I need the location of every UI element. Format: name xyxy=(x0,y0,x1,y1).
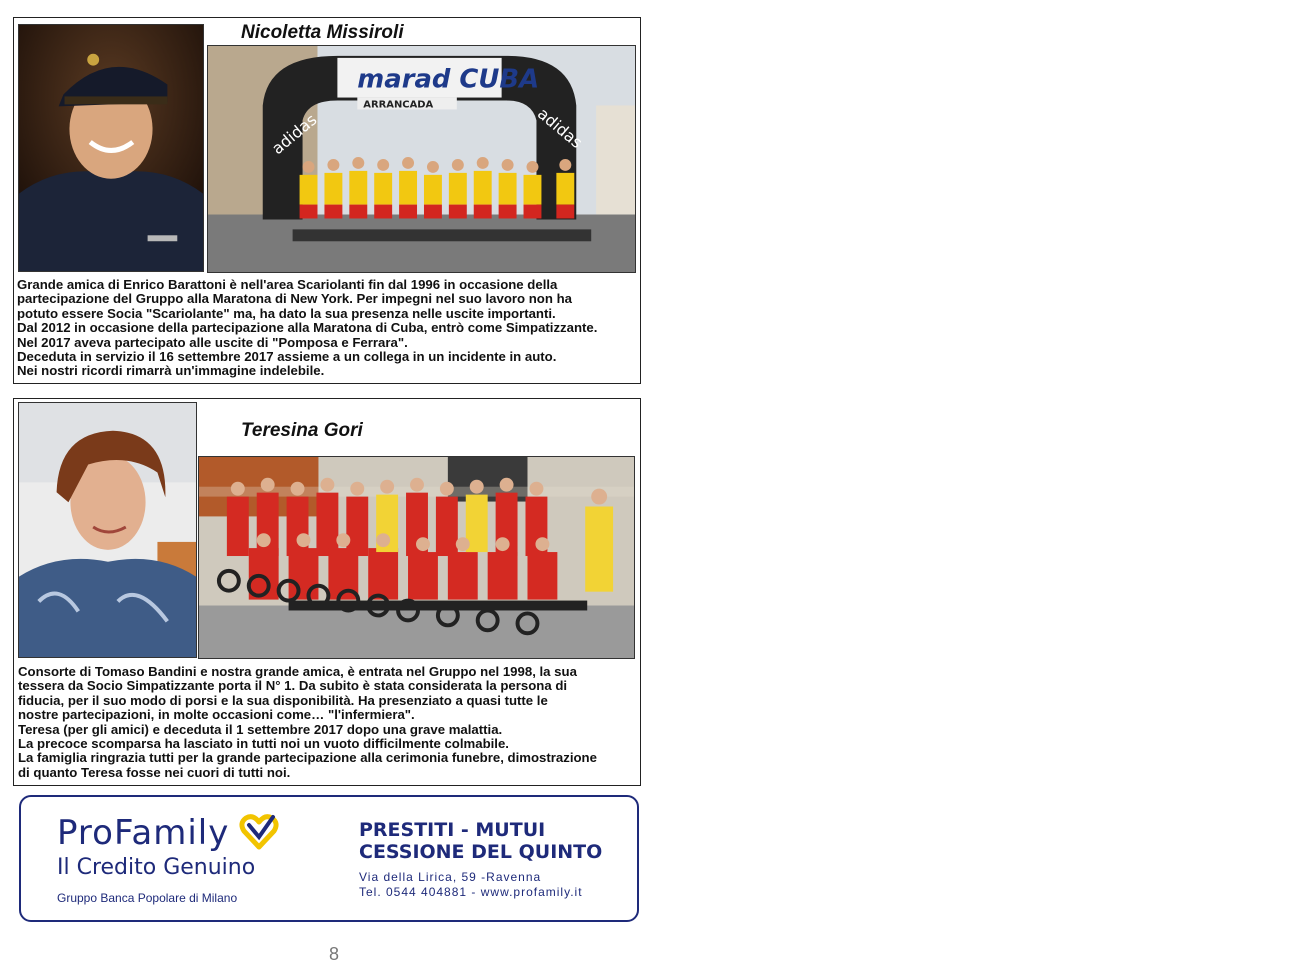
svg-text:adidas: adidas xyxy=(268,110,321,159)
svg-text:ARRANCADA: ARRANCADA xyxy=(363,99,434,111)
group-photo-2 xyxy=(198,456,635,659)
group-red-jackets-icon xyxy=(199,457,634,658)
portrait-woman-icon xyxy=(19,403,196,657)
ad-brand: ProFamily xyxy=(57,813,230,853)
memorial-entry-1 xyxy=(13,17,641,384)
page-number: 8 xyxy=(329,944,340,964)
marathon-arch-icon xyxy=(208,46,635,272)
profamily-advertisement xyxy=(19,795,639,922)
entry-bio-2: Consorte di Tomaso Bandini e nostra grande amica, è entrata nel Gruppo nel 1998, la sua tessera da Socio Simpatizzante porta il N° 1. Da subito è stata considerata la persona di fiducia, per il suo modo di porsi e la sua disponibilità. Ha presenziato a quasi tutte le nostre partecipazioni, in molte occasioni come… "l'infermiera". Teresa (per gli amici) e deceduta il 1 settembre 2017 dopo una grave malattia. La precoce scomparsa ha lasciato in tutti noi un vuoto difficilmente colmabile. La famiglia ringrazia tutti per la grande partecipazione alla cerimonia funebre, dimostrazione di quanto Teresa fosse nei cuori di tutti noi. xyxy=(18,664,597,780)
group-photo-1 xyxy=(207,45,636,273)
ad-contact-block xyxy=(359,870,583,900)
svg-text:adidas: adidas xyxy=(533,103,587,152)
ad-title-line-1: PRESTITI - MUTUI xyxy=(359,819,546,841)
svg-text:marad CUBA: marad CUBA xyxy=(357,64,540,95)
ad-title-line-2: CESSIONE DEL QUINTO xyxy=(359,841,603,863)
ad-tagline: Il Credito Genuino xyxy=(57,855,256,880)
ad-contact: Tel. 0544 404881 - www.profamily.it xyxy=(359,885,583,899)
entry-name-1: Nicoletta Missiroli xyxy=(241,22,404,43)
memorial-entry-2 xyxy=(13,398,641,786)
entry-bio-1: Grande amica di Enrico Barattoni è nell'area Scariolanti fin dal 1996 in occasione della partecipazione del Gruppo alla Maratona di New York. Per impegni nel suo lavoro non ha potuto essere Socia "Scariolante" ma, ha dato la sua presenza nelle uscite importanti. Dal 2012 in occasione della partecipazione alla Maratona di Cuba, entrò come Simpatizzante. Nel 2017 aveva partecipato alle uscite di "Pomposa e Ferrara". Deceduta in servizio il 16 settembre 2017 assieme a un collega in un incidente in auto. Nei nostri ricordi rimarrà un'immagine indelebile. xyxy=(17,277,598,379)
portrait-photo-2 xyxy=(18,402,197,658)
portrait-photo-1 xyxy=(18,24,204,272)
ad-group: Gruppo Banca Popolare di Milano xyxy=(57,891,238,905)
ad-address: Via della Lirica, 59 -Ravenna xyxy=(359,870,542,884)
entry-name-2: Teresina Gori xyxy=(241,420,363,441)
heart-icon xyxy=(239,813,279,853)
portrait-officer-icon xyxy=(19,25,203,271)
ad-services xyxy=(359,819,602,863)
